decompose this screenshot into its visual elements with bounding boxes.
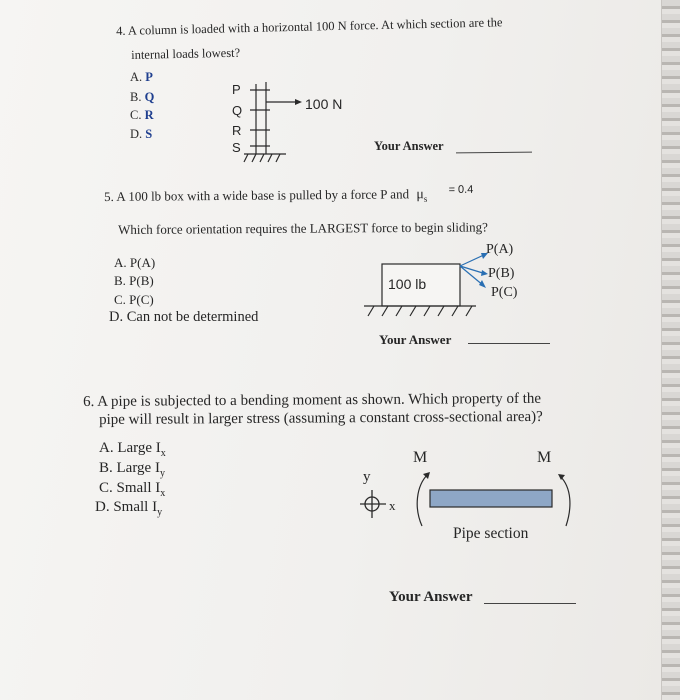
q6-moment-left: M: [413, 449, 428, 466]
q5-mu-symbol: μ: [416, 187, 424, 203]
q4-text-line2: internal loads lowest?: [131, 45, 241, 62]
q6-option-b-sub: y: [159, 468, 165, 479]
q4-answer-label: Your Answer: [374, 139, 444, 153]
q4-option-a: [130, 70, 153, 85]
q6-axis-symbol: [358, 486, 398, 526]
q4-column-diagram: [240, 78, 310, 168]
q6-option-a: [99, 440, 166, 459]
q4-option-b-letter: B.: [130, 90, 142, 104]
q4-option-b: [130, 90, 154, 105]
q4-text-line1: A column is loaded with a horizontal 100 N force. At which section are the: [127, 15, 503, 38]
q5-question: Which force orientation requires the LARGEST force to begin sliding?: [118, 219, 488, 237]
q5-option-b: B. P(B): [114, 273, 154, 288]
q6-option-c-text: C. Small I: [99, 480, 161, 496]
q4-option-c-letter: C.: [130, 108, 142, 122]
q6-number: 6.: [83, 393, 95, 410]
q5-answer-blank[interactable]: [468, 343, 550, 344]
q5-box-label: 100 lb: [388, 276, 427, 292]
q6-prompt: [83, 391, 541, 411]
q4-force-label: 100 N: [305, 96, 343, 112]
q4-option-d: [130, 127, 152, 142]
q4-label-p: P: [232, 82, 241, 97]
q5-prompt: [104, 183, 474, 207]
q5-option-c: C. P(C): [114, 292, 154, 307]
q6-option-b: [99, 460, 165, 479]
q6-axis-y-label: y: [363, 469, 371, 485]
q5-mu-value: = 0.4: [448, 183, 474, 196]
q6-text-line1: A pipe is subjected to a bending moment as shown. Which property of the: [97, 390, 542, 410]
q6-answer-label: Your Answer: [389, 589, 473, 605]
q5-option-d: D. Can not be determined: [109, 309, 259, 325]
q6-text-line2: pipe will result in larger stress (assuming a constant cross-sectional area)?: [99, 408, 543, 428]
q4-label-s: S: [232, 140, 241, 155]
q4-option-a-letter: A.: [130, 70, 143, 84]
q4-option-d-value: S: [145, 127, 153, 141]
q6-option-c: [99, 480, 165, 499]
q6-answer-blank[interactable]: [484, 603, 576, 604]
paper-edge: [661, 0, 680, 700]
q5-number: 5.: [104, 188, 114, 204]
q6-option-d: [95, 499, 162, 518]
q4-option-b-value: Q: [144, 90, 155, 104]
q6-option-b-text: B. Large I: [99, 460, 160, 476]
q6-option-c-sub: x: [160, 488, 166, 499]
q4-option-c: [130, 108, 154, 123]
q4-label-q: Q: [232, 103, 243, 118]
q5-mu-subscript: s: [423, 193, 428, 204]
q5-force-pb: P(B): [488, 266, 515, 281]
q4-option-d-letter: D.: [130, 127, 143, 141]
q4-option-c-value: R: [144, 108, 154, 122]
q6-axis-x-label: x: [389, 498, 396, 513]
q5-force-pc: P(C): [491, 285, 518, 300]
q6-pipe-caption: Pipe section: [453, 525, 529, 542]
q6-option-d-text: D. Small I: [95, 499, 158, 515]
q4-number: 4.: [116, 23, 126, 38]
q6-moment-right: M: [537, 449, 552, 466]
q5-option-a: A. P(A): [114, 255, 156, 270]
q6-option-a-sub: x: [160, 448, 166, 459]
q6-option-a-text: A. Large I: [99, 440, 161, 456]
q5-force-pa: P(A): [486, 242, 514, 257]
q4-label-r: R: [232, 123, 242, 138]
q5-text: A 100 lb box with a wide base is pulled by a force P and: [116, 186, 410, 204]
q6-option-d-sub: y: [157, 507, 163, 518]
q5-answer-label: Your Answer: [379, 332, 452, 347]
q4-option-a-value: P: [145, 70, 153, 84]
